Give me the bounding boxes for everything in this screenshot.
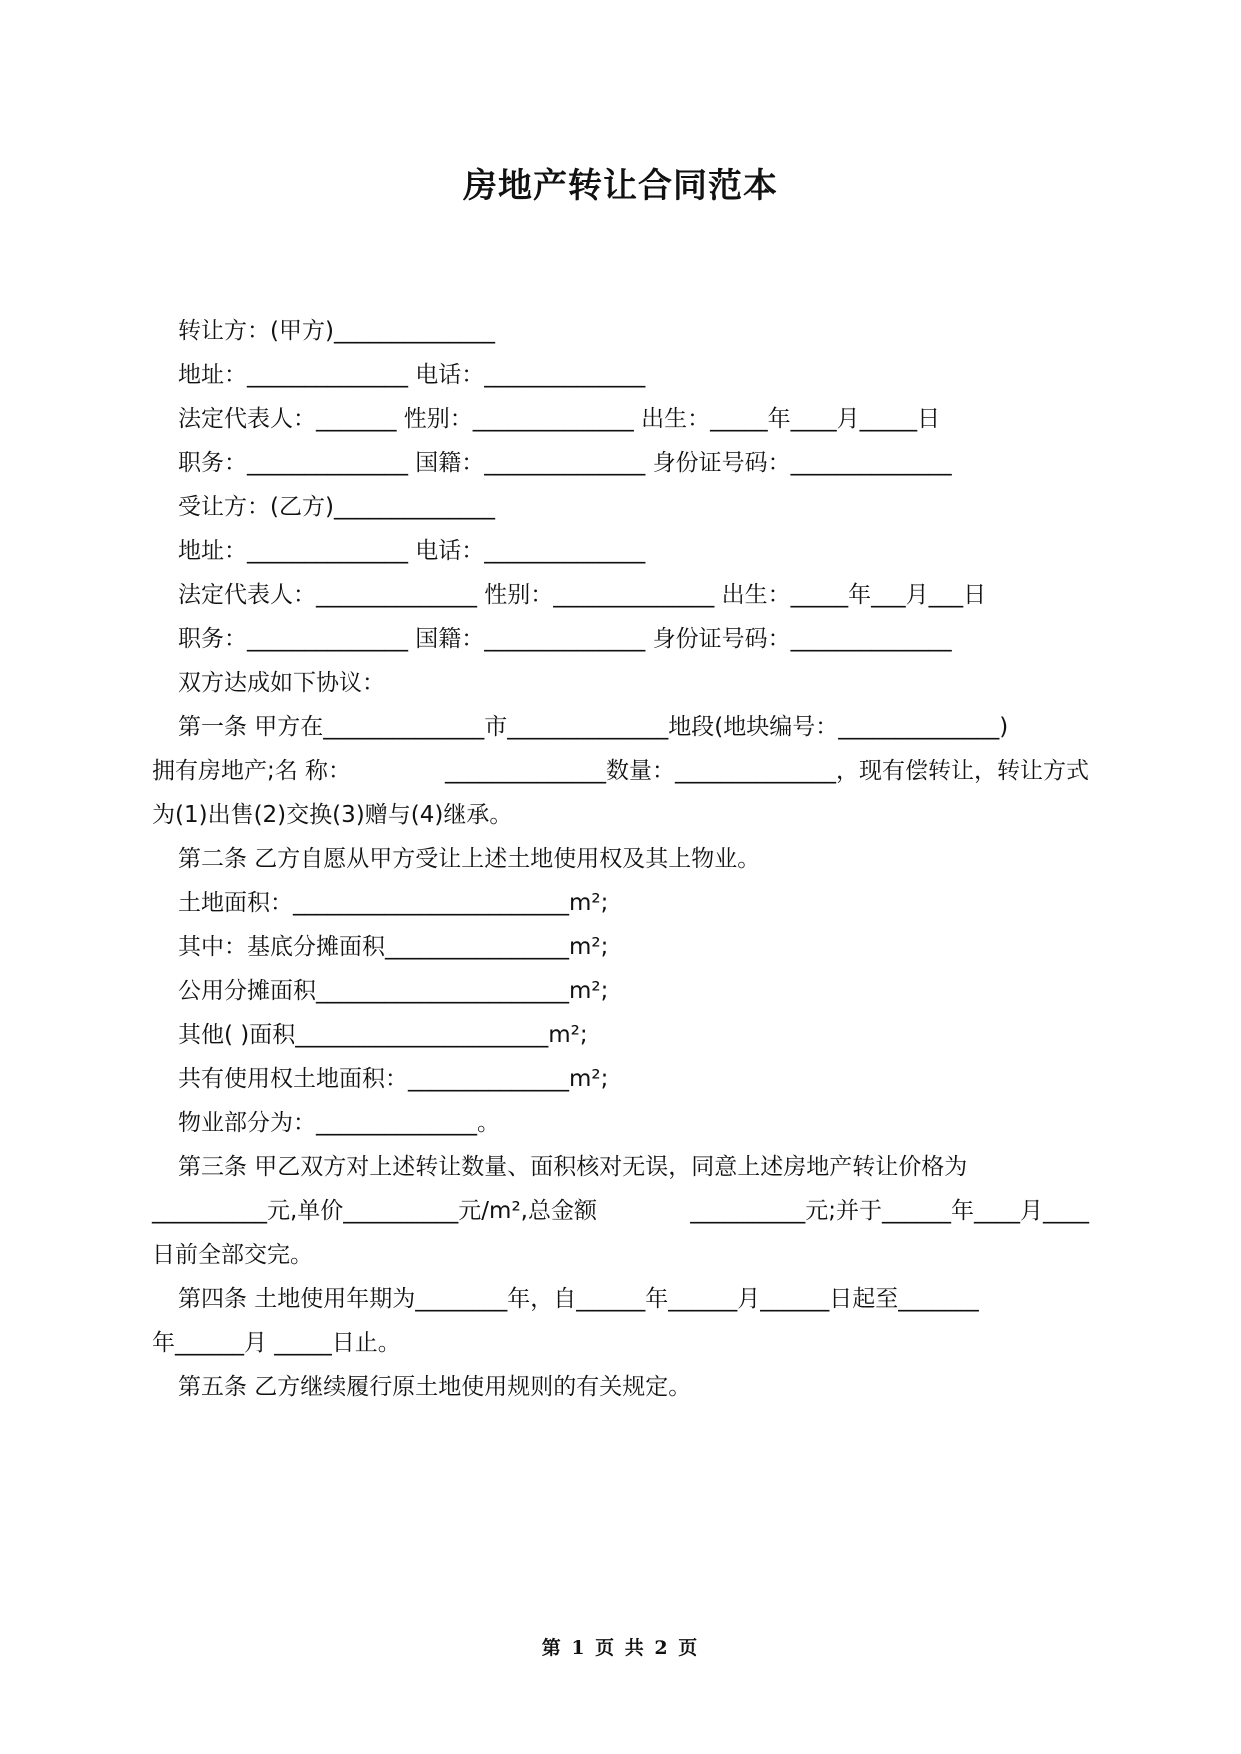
article-1-quantity-text: ______________数量：______________，现有偿转让，转让方式 [445,758,1089,784]
transferee-position-line: 职务：______________ 国籍：______________ 身份证号码：______________ [178,626,952,652]
article-3-line-3: 日前全部交完。 [152,1242,313,1268]
transferee-representative-line: 法定代表人：______________ 性别：______________ 出生：_____年___月___日 [178,582,987,608]
transferor-line: 转让方：(甲方)______________ [178,318,495,344]
article-3-text: 第三条 甲乙双方对上述转让数量、面积核对无误，同意上述房地产转让价格为 [178,1154,968,1180]
land-area-line: 土地面积：________________________m²; [178,890,609,916]
article-3-line-1 [178,1152,1089,1182]
article-4-text: 第四条 土地使用年期为________年，自______年______月______日起至_______ [178,1286,979,1312]
base-share-area-line: 其中：基底分摊面积________________m²; [178,934,609,960]
transferor-representative-line: 法定代表人：_______ 性别：______________ 出生：_____年____月_____日 [178,406,941,432]
other-area-line: 其他( )面积______________________m²; [178,1022,588,1048]
article-3-payment-text: __________元;并于______年____月____ [690,1198,1089,1224]
agreement-intro: 双方达成如下协议： [178,670,385,696]
transferor-address-line: 地址：______________ 电话：______________ [178,362,646,388]
article-3-line-2 [152,1196,1089,1226]
article-1-text: 第一条 甲方在______________市______________地段(地块编号：______________) [178,714,1009,740]
article-4-line-1 [178,1284,1089,1314]
article-1-line-1 [178,712,1089,742]
transferor-position-line: 职务：______________ 国籍：______________ 身份证号码：______________ [178,450,952,476]
document-title: 房地产转让合同范本 [463,166,778,206]
shared-land-area-line: 共有使用权土地面积：______________m²; [178,1066,609,1092]
article-3-price-text: __________元,单价__________元/m²,总金额 [152,1198,597,1224]
article-1-line-3: 为(1)出售(2)交换(3)赠与(4)继承。 [152,802,513,828]
transferee-address-line: 地址：______________ 电话：______________ [178,538,646,564]
article-5: 第五条 乙方继续履行原土地使用规则的有关规定。 [178,1374,692,1400]
page-number: 第 1 页 共 2 页 [541,1637,700,1659]
article-4-line-2: 年______月 _____日止。 [152,1330,401,1356]
transferee-line: 受让方：(乙方)______________ [178,494,495,520]
property-part-line: 物业部分为：______________。 [178,1110,500,1136]
public-share-area-line: 公用分摊面积______________________m²; [178,978,609,1004]
article-1-line-2 [152,756,1089,786]
article-2: 第二条 乙方自愿从甲方受让上述土地使用权及其上物业。 [178,846,761,872]
article-1-name-label: 拥有房地产;名 称： [152,758,352,784]
